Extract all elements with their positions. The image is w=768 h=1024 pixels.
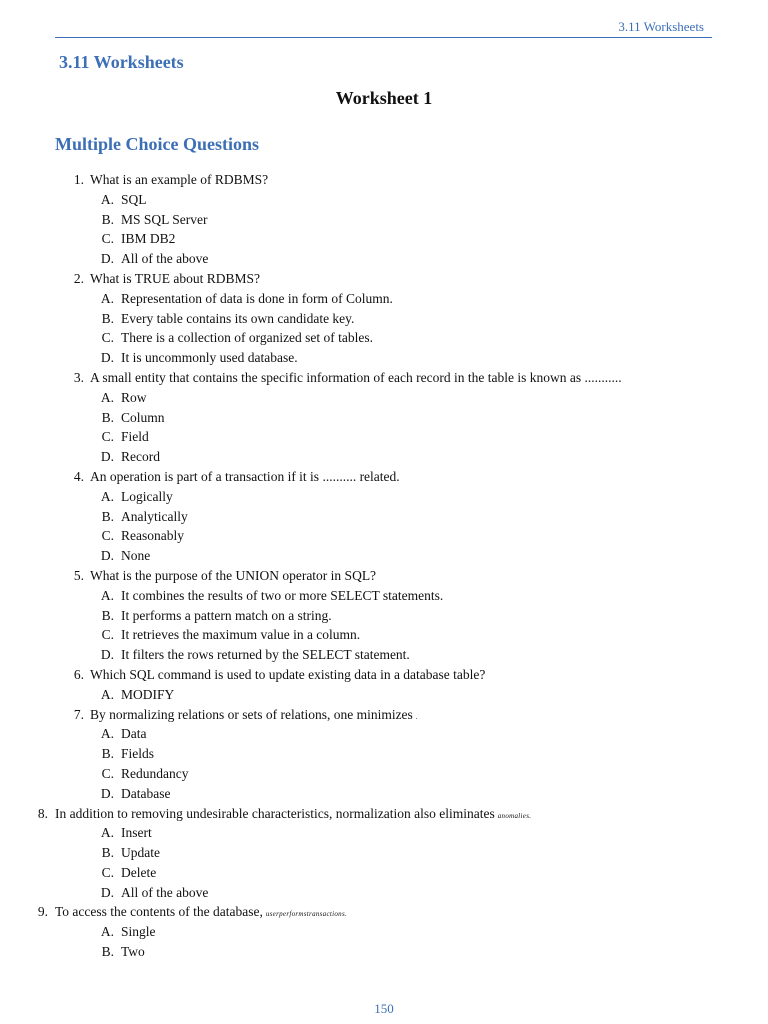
answer-option: [0, 625, 768, 645]
option-letter: A.: [100, 191, 114, 207]
question-5: [0, 566, 768, 586]
answer-option: [0, 606, 768, 626]
answer-option: [0, 883, 768, 903]
option-letter: D.: [100, 350, 114, 366]
option-letter: A.: [100, 924, 114, 940]
option-text: Representation of data is done in form of Column.: [121, 290, 393, 306]
question-text: [90, 665, 485, 685]
answer-option: [0, 190, 768, 210]
answer-option: [0, 408, 768, 428]
option-text: None: [121, 548, 151, 564]
option-letter: B.: [101, 607, 114, 623]
option-text: All of the above: [121, 884, 209, 900]
option-text: IBM DB2: [121, 231, 176, 247]
option-text: Delete: [121, 864, 157, 880]
answer-option: [0, 942, 768, 962]
question-7: [0, 705, 768, 725]
question-9: [0, 902, 768, 922]
option-text: It is uncommonly used database.: [121, 350, 298, 366]
question-text: [90, 170, 268, 190]
answer-option: [0, 922, 768, 942]
option-letter: C.: [101, 627, 114, 643]
option-text: It retrieves the maximum value in a column.: [121, 627, 361, 643]
option-text: Data: [121, 726, 147, 742]
answer-option: [0, 289, 768, 309]
option-letter: B.: [101, 211, 114, 227]
question-list: [0, 170, 768, 962]
option-letter: D.: [100, 647, 114, 663]
question-stem: What is the purpose of the UNION operator in SQL?: [90, 567, 377, 583]
answer-option: [0, 487, 768, 507]
option-letter: D.: [100, 251, 114, 267]
question-6: [0, 665, 768, 685]
question-3: [0, 368, 768, 388]
option-text: Record: [121, 449, 160, 465]
header-rule: [55, 37, 712, 38]
option-text: It combines the results of two or more SELECT statements.: [121, 587, 444, 603]
inline-math: anomalies.: [497, 811, 532, 820]
question-8: [0, 804, 768, 824]
answer-option: [0, 348, 768, 368]
option-text: It filters the rows returned by the SELECT statement.: [121, 647, 410, 663]
question-stem: In addition to removing undesirable characteristics, normalization also eliminates: [55, 805, 495, 821]
option-text: SQL: [121, 191, 147, 207]
answer-option: [0, 328, 768, 348]
answer-option: [0, 427, 768, 447]
answer-option: [0, 685, 768, 705]
inline-math: userperformstransactions.: [265, 910, 348, 919]
option-letter: A.: [100, 488, 114, 504]
option-text: All of the above: [121, 251, 209, 267]
question-stem: A small entity that contains the specific information of each record in the table is known as ...........: [90, 369, 622, 385]
question-stem: Which SQL command is used to update existing data in a database table?: [90, 666, 486, 682]
option-letter: B.: [101, 746, 114, 762]
question-stem: To access the contents of the database,: [55, 904, 263, 920]
option-text: MS SQL Server: [121, 211, 208, 227]
answer-option: [0, 229, 768, 249]
answer-option: [0, 546, 768, 566]
option-letter: B.: [101, 944, 114, 960]
option-letter: C.: [101, 330, 114, 346]
option-letter: C.: [101, 231, 114, 247]
option-letter: D.: [100, 548, 114, 564]
option-letter: C.: [101, 429, 114, 445]
option-text: Field: [121, 429, 149, 445]
answer-option: [0, 388, 768, 408]
answer-option: [0, 645, 768, 665]
answer-option: [0, 507, 768, 527]
question-4: [0, 467, 768, 487]
worksheet-title: Worksheet 1: [335, 88, 433, 108]
option-letter: D.: [100, 785, 114, 801]
option-letter: D.: [100, 884, 114, 900]
subsection-heading: Multiple Choice Questions: [55, 134, 260, 154]
answer-option: [0, 526, 768, 546]
question-number: 7.: [73, 706, 84, 722]
option-text: Database: [121, 785, 171, 801]
page-number: 150: [374, 1001, 394, 1016]
question-stem: What is an example of RDBMS?: [90, 172, 269, 187]
question-number: 1.: [73, 172, 84, 187]
question-stem: What is TRUE about RDBMS?: [90, 270, 260, 286]
option-text: Single: [121, 924, 156, 940]
option-text: Analytically: [121, 508, 188, 524]
question-2: [0, 269, 768, 289]
option-text: Reasonably: [121, 528, 184, 544]
option-letter: A.: [100, 726, 114, 742]
question-number: 5.: [73, 567, 84, 583]
option-letter: D.: [100, 449, 114, 465]
option-text: Column: [121, 409, 165, 425]
option-letter: A.: [100, 389, 114, 405]
option-letter: A.: [100, 825, 114, 841]
question-text: [90, 467, 400, 487]
answer-option: [0, 784, 768, 804]
option-text: There is a collection of organized set of tables.: [121, 330, 374, 346]
running-header: 3.11 Worksheets: [618, 19, 704, 34]
question-stem: By normalizing relations or sets of relations, one minimizes: [90, 706, 413, 722]
option-text: Fields: [121, 746, 155, 762]
question-text: [90, 269, 260, 289]
option-letter: C.: [101, 864, 114, 880]
option-text: Redundancy: [121, 765, 189, 781]
question-number: 4.: [73, 468, 84, 484]
option-letter: B.: [101, 310, 114, 326]
option-text: Two: [121, 944, 145, 960]
option-text: Insert: [121, 825, 152, 841]
answer-option: [0, 309, 768, 329]
answer-option: [0, 744, 768, 764]
option-text: Logically: [121, 488, 173, 504]
question-number: 2.: [73, 270, 84, 286]
option-text: Update: [121, 845, 160, 861]
question-number: 3.: [73, 369, 84, 385]
option-letter: B.: [101, 409, 114, 425]
question-number: 6.: [73, 666, 84, 682]
answer-option: [0, 210, 768, 230]
question-1: [0, 170, 768, 190]
option-letter: B.: [101, 508, 114, 524]
answer-option: [0, 863, 768, 883]
answer-option: [0, 823, 768, 843]
option-text: Every table contains its own candidate key.: [121, 310, 355, 326]
section-heading: 3.11 Worksheets: [59, 52, 184, 72]
question-text: [90, 566, 376, 586]
question-text: [90, 368, 622, 388]
answer-option: [0, 586, 768, 606]
question-number: 9.: [37, 904, 48, 920]
question-number: 8.: [37, 805, 48, 821]
option-letter: B.: [101, 845, 114, 861]
answer-option: [0, 724, 768, 744]
option-text: MODIFY: [121, 686, 175, 702]
answer-option: [0, 447, 768, 467]
option-text: It performs a pattern match on a string.: [121, 607, 332, 623]
answer-option: [0, 249, 768, 269]
option-letter: C.: [101, 528, 114, 544]
answer-option: [0, 764, 768, 784]
inline-math: .: [415, 712, 418, 721]
option-letter: C.: [101, 765, 114, 781]
option-letter: A.: [100, 686, 114, 702]
option-text: Row: [121, 389, 147, 405]
answer-option: [0, 843, 768, 863]
question-stem: An operation is part of a transaction if it is .......... related.: [90, 468, 400, 484]
option-letter: A.: [100, 587, 114, 603]
option-letter: A.: [100, 290, 114, 306]
